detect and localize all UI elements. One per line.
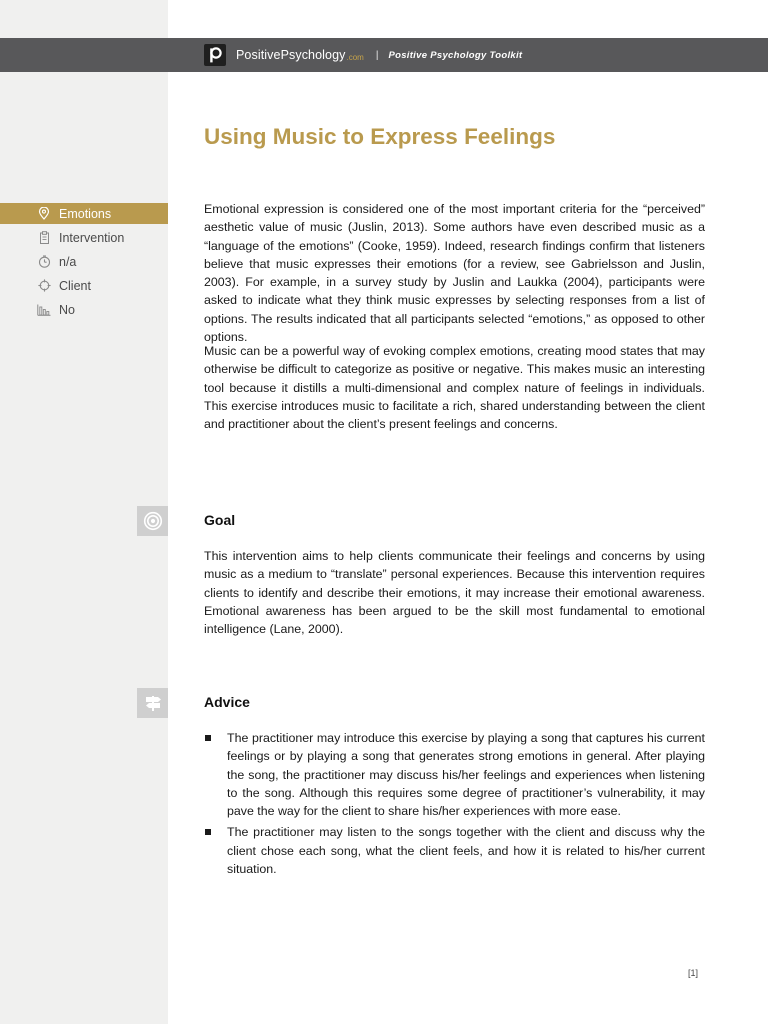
intro-paragraph-1: Emotional expression is considered one of the most important criteria for the “perceived” aesthetic value of music (Juslin, 2013). Some authors have even described music as a “language of the emotions” (Cooke, 1959). Indeed, research findings confirm that listeners believe that music expresses their emotions (for a review, see Gabrielsson and Juslin, 2003). For example, in a survey study by Juslin and Laukka (2004), participants were asked to indicate what they think music expresses by selecting responses from a list of options. The results indicated that all participants selected “emotions,” as opposed to other options. [204, 202, 705, 345]
meta-label: No [59, 302, 75, 317]
meta-list [0, 203, 168, 323]
meta-item-emotions [0, 203, 168, 224]
goal-heading: Goal [204, 512, 236, 528]
brand-suffix: .com [346, 52, 364, 62]
brand-tagline: Positive Psychology Toolkit [388, 49, 523, 61]
bullet-icon [205, 829, 211, 835]
meta-item-target [0, 275, 168, 296]
clipboard-icon [37, 231, 51, 245]
signpost-icon [137, 688, 168, 718]
list-item-text: The practitioner may listen to the songs together with the client and discuss why the client chose each song, what the client feels, and how it is related to his/her current situation. [227, 825, 705, 877]
meta-item-tracking [0, 299, 168, 320]
stopwatch-icon [37, 255, 51, 269]
target-icon [137, 506, 168, 536]
brand-name: PositivePsychology [236, 48, 346, 62]
bar-chart-icon [37, 303, 51, 317]
meta-label: Intervention [59, 230, 125, 245]
logo-icon [204, 44, 226, 66]
meta-label: Emotions [59, 206, 112, 221]
bullet-icon [205, 735, 211, 741]
brand [204, 44, 522, 66]
meta-label: Client [59, 278, 91, 293]
goal-paragraph: This intervention aims to help clients communicate their feelings and concerns by using music as a medium to “translate” personal experiences. Because this intervention requires clients to identify and describe their emotions, it may increase their emotional awareness. Emotional awareness has been argued to be the skill most fundamental to emotional intelligence (Lane, 2000). [204, 549, 705, 637]
meta-item-intervention [0, 227, 168, 248]
list-item [204, 823, 705, 878]
meta-item-duration [0, 251, 168, 272]
page-title: Using Music to Express Feelings [204, 124, 556, 149]
intro-paragraph-2: Music can be a powerful way of evoking complex emotions, creating mood states that may otherwise be difficult to categorize as positive or negative. This makes music an interesting tool because it distills a multi-dimensional and complex nature of feelings in individuals. This exercise introduces music to facilitate a rich, shared understanding between the client and practitioner about the client’s present feelings and concerns. [204, 344, 705, 432]
page-number: [1] [688, 968, 699, 978]
crosshair-icon [37, 279, 51, 293]
advice-list [204, 729, 705, 881]
map-pin-icon [37, 207, 51, 221]
meta-label: n/a [59, 254, 77, 269]
list-item [204, 729, 705, 820]
brand-separator: | [375, 49, 379, 61]
list-item-text: The practitioner may introduce this exercise by playing a song that captures his current feelings or by playing a song that generates strong emotions in general. After playing the song, the practitioner may discuss his/her feelings and experiences when listening to the song. Although this requires some degree of practitioner’s vulnerability, it may pave the way for the client to share his/her experiences with more ease. [227, 731, 705, 819]
advice-heading: Advice [204, 694, 250, 710]
